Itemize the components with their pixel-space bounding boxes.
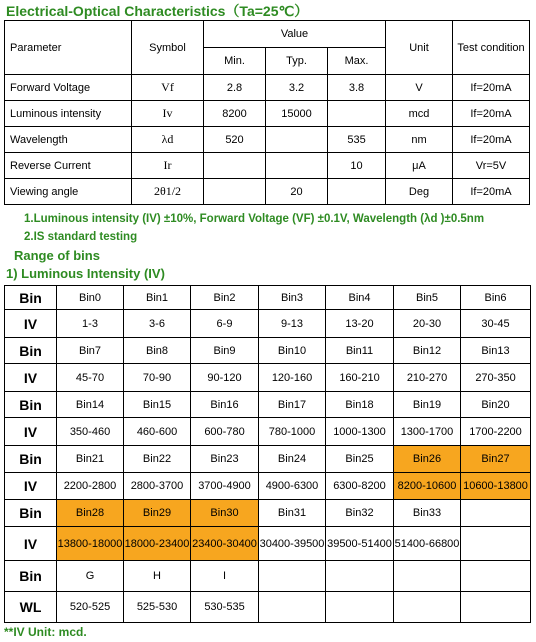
bins-cell: 13-20 [326,310,394,338]
bins-cell: 525-530 [124,592,191,623]
bins-row [5,500,531,527]
bins-row [5,418,531,446]
bins-cell: Bin21 [57,446,124,473]
bins-cell: 6-9 [191,310,259,338]
eo-cell-max: 535 [328,127,386,153]
bins-cell [461,592,531,623]
bins-cell: 270-350 [461,364,531,392]
bins-cell: G [57,561,124,592]
bins-cell: 23400-30400 [191,527,259,561]
bins-row [5,592,531,623]
bins-row-header: IV [5,473,57,500]
bins-cell: Bin25 [326,446,394,473]
bins-row-header: IV [5,418,57,446]
bins-cell [326,561,394,592]
eo-cell-unit: μA [386,153,453,179]
bins-cell [461,561,531,592]
bins-cell: 10600-13800 [461,473,531,500]
bins-cell: 3-6 [124,310,191,338]
bins-cell: Bin23 [191,446,259,473]
eo-cell-parameter: Forward Voltage [5,75,132,101]
bins-cell: Bin7 [57,338,124,364]
bins-row-header: Bin [5,561,57,592]
note-line: 2.IS standard testing [24,231,138,243]
bins-cell [461,527,531,561]
bins-cell: 1700-2200 [461,418,531,446]
bins-cell: Bin17 [259,392,326,418]
bins-cell [259,561,326,592]
bins-cell [461,500,531,527]
bins-cell: 160-210 [326,364,394,392]
eo-cell-typ: 15000 [266,101,328,127]
bins-cell: 6300-8200 [326,473,394,500]
luminous-intensity-subtitle: 1) Luminous Intensity (IV) [6,266,165,281]
eo-cell-typ: 20 [266,179,328,205]
bins-cell: 45-70 [57,364,124,392]
bins-cell: Bin13 [461,338,531,364]
eo-cell-typ [266,153,328,179]
range-title: Range of bins [14,248,100,263]
eo-cell-test: If=20mA [453,75,530,101]
bins-cell: Bin14 [57,392,124,418]
electrical-optical-table [4,20,530,205]
eo-cell-unit: mcd [386,101,453,127]
bins-row [5,473,531,500]
eo-cell-min: 2.8 [204,75,266,101]
header-symbol: Symbol [132,21,204,75]
bins-cell: 2200-2800 [57,473,124,500]
bins-cell: 460-600 [124,418,191,446]
bins-row [5,364,531,392]
bins-row-header: WL [5,592,57,623]
eo-row [5,153,530,179]
bins-cell: Bin30 [191,500,259,527]
bins-row-header: IV [5,310,57,338]
bins-cell: 18000-23400 [124,527,191,561]
bins-cell: 70-90 [124,364,191,392]
header-min: Min. [204,48,266,75]
bins-cell: Bin29 [124,500,191,527]
eo-cell-unit: nm [386,127,453,153]
bins-cell: I [191,561,259,592]
bins-row [5,392,531,418]
eo-cell-min [204,179,266,205]
bins-row-header: Bin [5,446,57,473]
bins-cell: 120-160 [259,364,326,392]
bins-row-header: Bin [5,286,57,310]
bins-cell [394,561,461,592]
bins-row [5,310,531,338]
bins-cell: Bin8 [124,338,191,364]
bins-cell: Bin16 [191,392,259,418]
eo-cell-min [204,153,266,179]
eo-cell-parameter: Reverse Current [5,153,132,179]
bins-cell: 39500-51400 [326,527,394,561]
bins-cell: 20-30 [394,310,461,338]
eo-row [5,101,530,127]
bins-cell: Bin32 [326,500,394,527]
eo-cell-unit: V [386,75,453,101]
bins-cell: Bin19 [394,392,461,418]
bins-row-header: Bin [5,392,57,418]
bins-cell: 3700-4900 [191,473,259,500]
bins-cell: H [124,561,191,592]
header-test-condition: Test condition [453,21,530,75]
header-parameter: Parameter [5,21,132,75]
bins-row [5,561,531,592]
eo-cell-test: Vr=5V [453,153,530,179]
bins-cell: Bin11 [326,338,394,364]
bins-cell: Bin2 [191,286,259,310]
bins-cell: Bin28 [57,500,124,527]
bins-row-header: IV [5,364,57,392]
bins-cell: 2800-3700 [124,473,191,500]
eo-cell-symbol: Ir [132,153,204,179]
notes [24,210,484,246]
eo-cell-symbol: λd [132,127,204,153]
footnote: **IV Unit: mcd. [4,625,87,639]
bins-cell: 1000-1300 [326,418,394,446]
eo-cell-unit: Deg [386,179,453,205]
bins-cell: 4900-6300 [259,473,326,500]
bins-cell: Bin31 [259,500,326,527]
bins-cell: 350-460 [57,418,124,446]
eo-cell-parameter: Luminous intensity [5,101,132,127]
eo-cell-max [328,179,386,205]
bins-cell [394,592,461,623]
eo-cell-typ: 3.2 [266,75,328,101]
bins-cell: Bin18 [326,392,394,418]
bins-row-header: IV [5,527,57,561]
bins-cell: Bin15 [124,392,191,418]
bins-cell: 600-780 [191,418,259,446]
bins-cell: 780-1000 [259,418,326,446]
bins-cell: 90-120 [191,364,259,392]
header-unit: Unit [386,21,453,75]
bins-table [4,285,531,623]
bins-cell: 30400-39500 [259,527,326,561]
bins-cell: 520-525 [57,592,124,623]
bins-cell: Bin26 [394,446,461,473]
bins-cell: 13800-18000 [57,527,124,561]
eo-cell-test: If=20mA [453,101,530,127]
bins-cell: 530-535 [191,592,259,623]
bins-cell: Bin27 [461,446,531,473]
eo-cell-parameter: Wavelength [5,127,132,153]
bins-cell: Bin10 [259,338,326,364]
bins-cell: 9-13 [259,310,326,338]
bins-cell: Bin33 [394,500,461,527]
bins-cell: 51400-66800 [394,527,461,561]
bins-row [5,446,531,473]
eo-cell-test: If=20mA [453,127,530,153]
eo-cell-max: 3.8 [328,75,386,101]
bins-cell: 210-270 [394,364,461,392]
bins-cell: 8200-10600 [394,473,461,500]
bins-cell: Bin12 [394,338,461,364]
bins-cell [259,592,326,623]
header-max: Max. [328,48,386,75]
eo-cell-min: 8200 [204,101,266,127]
bins-cell: Bin22 [124,446,191,473]
bins-cell: Bin0 [57,286,124,310]
bins-row [5,338,531,364]
bins-cell: Bin1 [124,286,191,310]
bins-cell: Bin3 [259,286,326,310]
bins-cell: 30-45 [461,310,531,338]
bins-row-header: Bin [5,500,57,527]
eo-row [5,127,530,153]
section-title: Electrical-Optical Characteristics（Ta=25℃） [6,3,309,19]
bins-cell [326,592,394,623]
header-value: Value [204,21,386,48]
bins-cell: 1300-1700 [394,418,461,446]
eo-cell-max [328,101,386,127]
eo-cell-parameter: Viewing angle [5,179,132,205]
eo-row [5,75,530,101]
header-typ: Typ. [266,48,328,75]
bins-cell: 1-3 [57,310,124,338]
eo-cell-typ [266,127,328,153]
eo-row [5,179,530,205]
note-line: 1.Luminous intensity (IV) ±10%, Forward Voltage (VF) ±0.1V, Wavelength (λd )±0.5nm [24,213,485,225]
bins-cell: Bin6 [461,286,531,310]
eo-cell-symbol: Vf [132,75,204,101]
bins-row [5,527,531,561]
eo-cell-test: If=20mA [453,179,530,205]
bins-row-header: Bin [5,338,57,364]
eo-cell-min: 520 [204,127,266,153]
bins-cell: Bin24 [259,446,326,473]
eo-cell-max: 10 [328,153,386,179]
eo-cell-symbol: 2θ1/2 [132,179,204,205]
bins-cell: Bin20 [461,392,531,418]
bins-cell: Bin9 [191,338,259,364]
bins-row [5,286,531,310]
eo-cell-symbol: Iv [132,101,204,127]
bins-cell: Bin4 [326,286,394,310]
bins-cell: Bin5 [394,286,461,310]
